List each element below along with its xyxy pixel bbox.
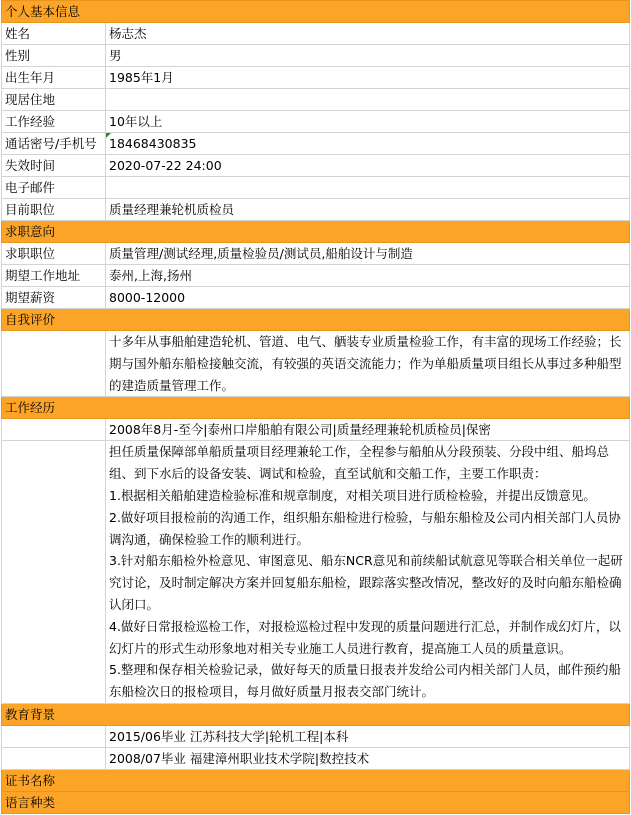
label-cell[interactable]: 现居住地 — [2, 89, 106, 111]
value-cell[interactable]: 男 — [106, 45, 630, 67]
work-intro: 担任质量保障部单船质量项目经理兼轮工作，全程参与船舶从分段预装、分段中组、船坞总组、到下水后的设备安装、调试和检验，直至试航和交船工作，主要工作职责： — [109, 444, 610, 482]
self-evaluation-text[interactable]: 十多年从事船舶建造轮机、管道、电气、舾装专业质量检验工作，有丰富的现场工作经验；长期与国外船东船检接触交流，有较强的英语交流能力；作为单船质量项目组长从事过多种船型的建造质量管理工作。 — [106, 331, 630, 397]
label-cell[interactable]: 目前职位 — [2, 199, 106, 221]
table-row — [2, 243, 630, 265]
section-header-row — [2, 1, 630, 23]
table-row — [2, 177, 630, 199]
table-row — [2, 89, 630, 111]
table-row — [2, 199, 630, 221]
section-header-row — [2, 309, 630, 331]
table-row — [2, 419, 630, 441]
section-certificates[interactable]: 证书名称 — [2, 770, 630, 792]
table-row — [2, 265, 630, 287]
education-item[interactable]: 2015/06毕业 江苏科技大学|轮机工程|本科 — [106, 726, 630, 748]
label-cell[interactable]: 期望工作地址 — [2, 265, 106, 287]
label-cell[interactable]: 工作经验 — [2, 111, 106, 133]
label-cell[interactable]: 失效时间 — [2, 155, 106, 177]
work-description-cell[interactable] — [106, 441, 630, 704]
table-row — [2, 441, 630, 704]
empty-cell[interactable] — [2, 726, 106, 748]
section-basic-info[interactable]: 个人基本信息 — [2, 1, 630, 23]
duty-item: 3.针对船东船检外检意见、审图意见、船东NCR意见和前续船试航意见等联合相关单位一起研究讨论，及时制定解决方案并回复船东船检，跟踪落实整改情况，整改好的及时向船东船检确认闭口。 — [109, 553, 623, 612]
section-header-row — [2, 792, 630, 814]
empty-cell[interactable] — [2, 419, 106, 441]
table-row — [2, 726, 630, 748]
duty-item: 1.根据相关船舶建造检验标准和规章制度，对相关项目进行质检检验，并提出反馈意见。 — [109, 487, 596, 503]
table-row — [2, 111, 630, 133]
value-cell[interactable]: 1985年1月 — [106, 67, 630, 89]
value-cell[interactable]: 质量经理兼轮机质检员 — [106, 199, 630, 221]
table-row — [2, 45, 630, 67]
empty-cell[interactable] — [2, 748, 106, 770]
duty-item: 4.做好日常报检巡检工作，对报检巡检过程中发现的质量问题进行汇总，并制作成幻灯片，以幻灯片的形式生动形象地对相关专业施工人员进行教育，提高施工人员的质量意识。 — [109, 618, 621, 656]
section-languages[interactable]: 语言种类 — [2, 792, 630, 814]
phone-value: 18468430835 — [109, 136, 197, 151]
work-header-cell[interactable]: 2008年8月-至今|泰州口岸船舶有限公司|质量经理兼轮机质检员|保密 — [106, 419, 630, 441]
value-cell[interactable]: 8000-12000 — [106, 287, 630, 309]
value-cell[interactable] — [106, 89, 630, 111]
value-cell[interactable]: 10年以上 — [106, 111, 630, 133]
table-row — [2, 133, 630, 155]
label-cell[interactable]: 电子邮件 — [2, 177, 106, 199]
value-cell[interactable]: 杨志杰 — [106, 23, 630, 45]
label-cell[interactable]: 出生年月 — [2, 67, 106, 89]
empty-cell[interactable] — [2, 331, 106, 397]
table-row — [2, 67, 630, 89]
comment-indicator-icon — [106, 133, 111, 138]
duty-item: 2.做好项目报检前的沟通工作，组织船东船检进行检验，与船东船检及公司内相关部门人员协调沟通，确保检验工作的顺利进行。 — [109, 509, 621, 547]
label-cell[interactable]: 性别 — [2, 45, 106, 67]
label-cell[interactable]: 期望薪资 — [2, 287, 106, 309]
section-header-row — [2, 397, 630, 419]
value-cell[interactable]: 2020-07-22 24:00 — [106, 155, 630, 177]
value-cell[interactable]: 泰州,上海,扬州 — [106, 265, 630, 287]
section-self-evaluation[interactable]: 自我评价 — [2, 309, 630, 331]
value-cell[interactable]: 质量管理/测试经理,质量检验员/测试员,船舶设计与制造 — [106, 243, 630, 265]
value-cell[interactable] — [106, 177, 630, 199]
label-cell[interactable]: 姓名 — [2, 23, 106, 45]
table-row — [2, 155, 630, 177]
label-cell[interactable]: 通话密号/手机号 — [2, 133, 106, 155]
value-cell[interactable] — [106, 133, 630, 155]
table-row — [2, 331, 630, 397]
section-work-experience[interactable]: 工作经历 — [2, 397, 630, 419]
education-item[interactable]: 2008/07毕业 福建漳州职业技术学院|数控技术 — [106, 748, 630, 770]
empty-cell[interactable] — [2, 441, 106, 704]
table-row — [2, 748, 630, 770]
section-job-intent[interactable]: 求职意向 — [2, 221, 630, 243]
section-header-row — [2, 704, 630, 726]
section-header-row — [2, 770, 630, 792]
section-education[interactable]: 教育背景 — [2, 704, 630, 726]
section-header-row — [2, 221, 630, 243]
duty-item: 5.整理和保存相关检验记录，做好每天的质量日报表并发给公司内相关部门人员，邮件预约船东船检次日的报检项目，每月做好质量月报表交部门统计。 — [109, 662, 621, 700]
resume-sheet — [1, 0, 630, 814]
table-row — [2, 287, 630, 309]
table-row — [2, 23, 630, 45]
label-cell[interactable]: 求职职位 — [2, 243, 106, 265]
